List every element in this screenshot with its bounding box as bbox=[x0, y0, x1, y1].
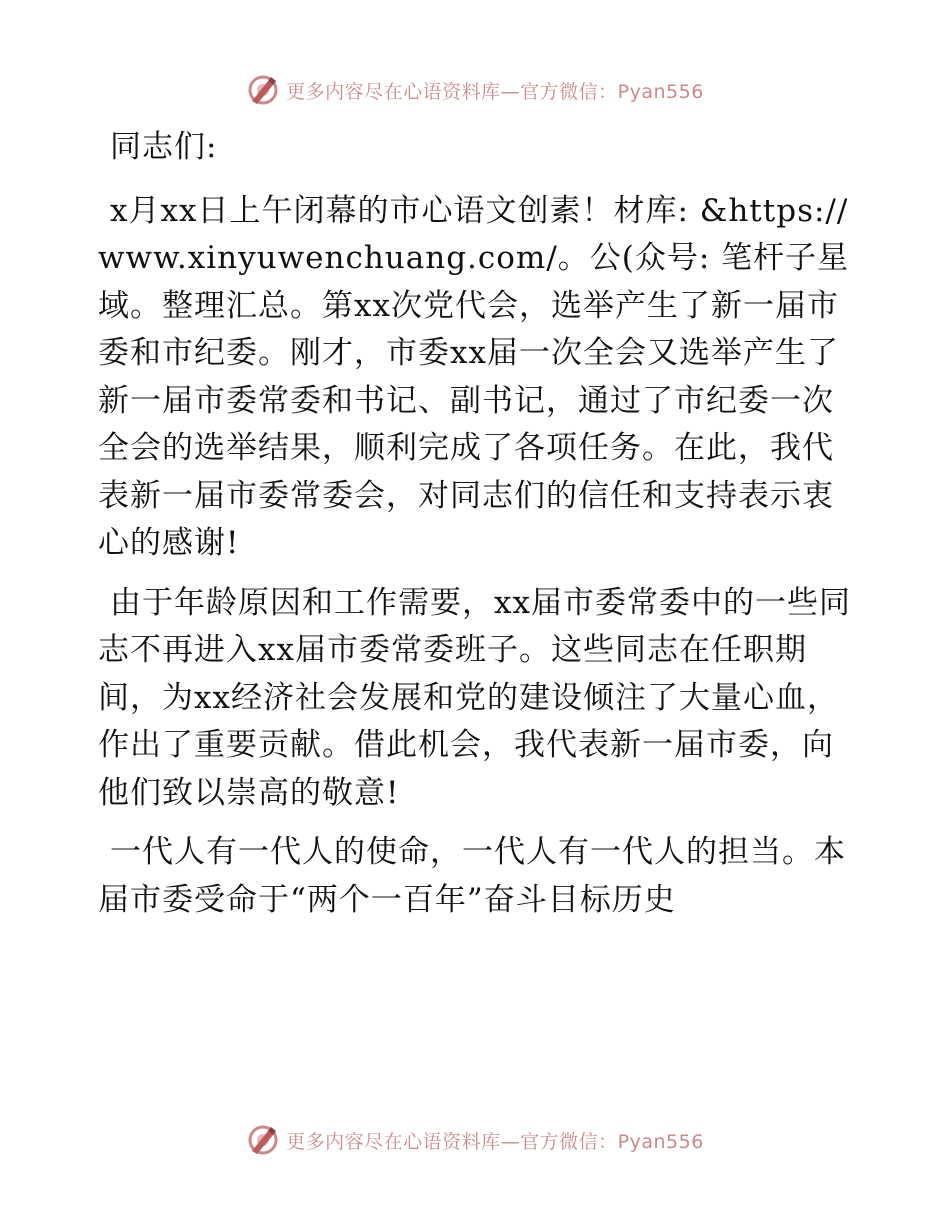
paragraph-2: 由于年龄原因和工作需要，xx届市委常委中的一些同志不再进入xx届市委常委班子。这些同志在任职期间，为xx经济社会发展和党的建设倾注了大量心血，作出了重要贡献。借此机会，我代表新一届市委，向他们致以崇高的敬意! bbox=[98, 584, 851, 811]
paragraph-1: x月xx日上午闭幕的市心语文创素！材库: &https://www.xinyuwenchuang.com/。公(众号: 笔杆子星域。整理汇总。第xx次党代会，选举产生了新一届市委和市纪委。刚才，市委xx届一次全会又选举产生了新一届市委常委和书记、副书记，通过了市纪委一次全会的选举结果，顺利完成了各项任务。在此，我代表新一届市委常委会，对同志们的信任和支持表示衷心的感谢! bbox=[98, 192, 850, 561]
footer-watermark bbox=[0, 1120, 950, 1160]
watermark-text: 更多内容尽在心语资料库—官方微信：Pyan556 bbox=[286, 80, 704, 103]
pen-circle-logo-icon bbox=[246, 73, 280, 107]
watermark-text: 更多内容尽在心语资料库—官方微信：Pyan556 bbox=[286, 1130, 704, 1153]
document-body bbox=[98, 124, 858, 936]
paragraph-3: 一代人有一代人的使命，一代人有一代人的担当。本届市委受命于“两个一百年”奋斗目标历史 bbox=[98, 834, 846, 918]
pen-circle-logo-icon bbox=[246, 1123, 280, 1157]
salutation: 同志们: bbox=[110, 129, 218, 165]
header-watermark bbox=[0, 70, 950, 110]
